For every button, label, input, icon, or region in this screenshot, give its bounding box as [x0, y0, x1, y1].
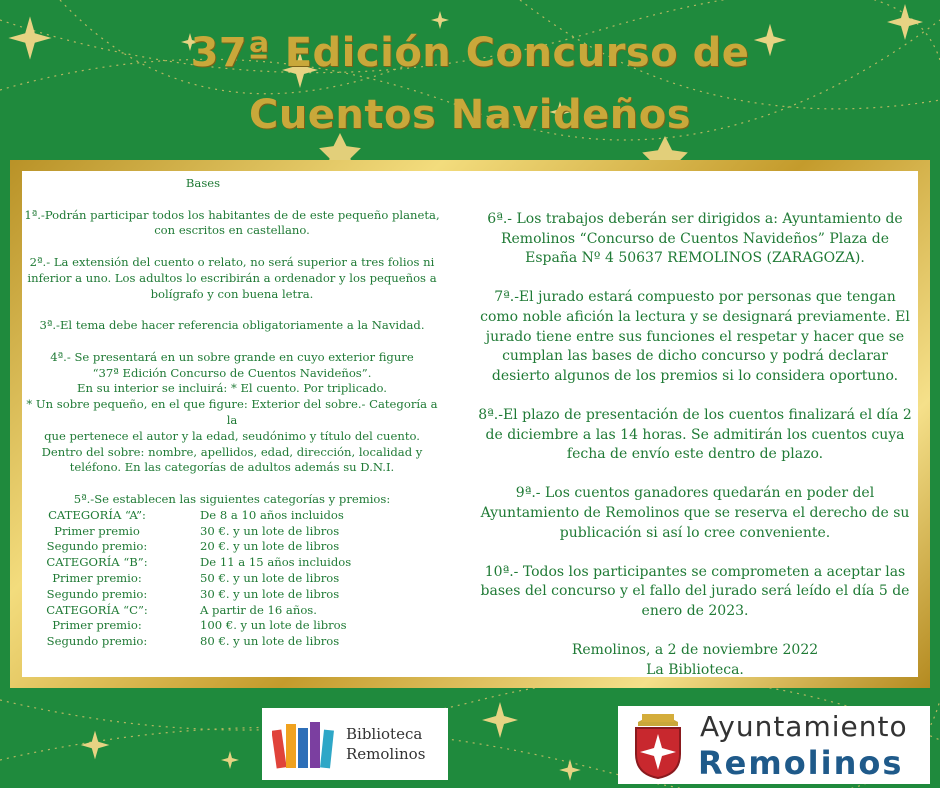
category-label: CATEGORÍA “B”: [46, 555, 148, 570]
biblioteca-logo [262, 708, 448, 780]
signature: Remolinos, a 2 de noviembre 2022 La Biblioteca. [571, 642, 819, 678]
category-value: 80 €. y un lote de libros [200, 634, 340, 649]
category-value: A partir de 16 años. [200, 602, 317, 617]
category-value: 100 €. y un lote de libros [200, 618, 347, 633]
category-value: De 11 a 15 años incluidos [200, 555, 352, 570]
category-label: Segundo premio: [46, 634, 148, 649]
rule-4: 4ª.- Se presentará en un sobre grande en cuyo exterior figure “37ª Edición Concurso de Cuentos Navideños”. En su interior se incluirá: * El cuento. Por triplicado. * Un sobre pequeño, en el que figure: Exterior del sobre.- Categoría a la que pertenece el autor y la edad, seudónimo y título del cuento. Dentro del sobre: nombre, apellidos, edad, dirección, localidad y teléfono. En las categorías de adultos además su D.N.I. [26, 349, 438, 475]
rule-6: 6ª.- Los trabajos deberán ser dirigidos a: Ayuntamiento de Remolinos “Concurso de Cuentos Navideños” Plaza de España Nº 4 50637 REMOLINOS (ZARAGOZA). [487, 211, 903, 267]
category-value: 30 €. y un lote de libros [200, 586, 340, 601]
rule-1: 1ª.-Podrán participar todos los habitantes de de este pequeño planeta, con escritos en castellano. [24, 207, 440, 238]
coat-of-arms-icon [628, 712, 688, 780]
ayuntamiento-logo [618, 706, 930, 784]
title-line-2: Cuentos Navideños [248, 92, 692, 138]
bases-heading: Bases [185, 176, 221, 190]
category-label: Primer premio [54, 523, 140, 538]
category-label: Segundo premio: [46, 539, 148, 554]
title-line-1: 37ª Edición Concurso de [190, 30, 750, 76]
rule-9: 9ª.- Los cuentos ganadores quedarán en poder del Ayuntamiento de Remolinos que se reserva el derecho de su publicación si así lo cree conveniente. [480, 485, 910, 541]
rule-7: 7ª.-El jurado estará compuesto por personas que tengan como noble afición la lectura y se designará previamente. El jurado tiene entre sus funciones el respetar y hacer que se cumplan las bases de dicho concurso y podrá declarar desierto algunos de los premios si lo considera oportuno. [480, 289, 910, 384]
biblioteca-logo-text: Biblioteca Remolinos [346, 725, 426, 763]
categories-table [22, 508, 442, 650]
category-value: 50 €. y un lote de libros [200, 570, 340, 585]
category-label: Segundo premio: [46, 586, 148, 601]
rule-3: 3ª.-El tema debe hacer referencia obligatoriamente a la Navidad. [39, 318, 425, 333]
category-value: 30 €. y un lote de libros [200, 523, 340, 538]
category-value: 20 €. y un lote de libros [200, 539, 340, 554]
right-column [468, 210, 922, 680]
rule-10: 10ª.- Todos los participantes se comprometen a aceptar las bases del concurso y el fallo del jurado será leído el día 5 de enero de 2023. [480, 563, 910, 619]
rule-8: 8ª.-El plazo de presentación de los cuentos finalizará el día 2 de diciembre a las 14 horas. Se admitirán los cuentos cuya fecha de envío este dentro de plazo. [478, 406, 912, 463]
category-value: De 8 a 10 años incluidos [200, 507, 344, 522]
rule-5-intro: 5ª.-Se establecen las siguientes categorías y premios: [73, 491, 391, 506]
books-icon [272, 720, 340, 770]
category-label: CATEGORÍA “A”: [48, 507, 146, 522]
category-label: Primer premio: [52, 618, 142, 633]
left-column [22, 176, 442, 650]
rule-2: 2ª.- La extensión del cuento o relato, no será superior a tres folios ni inferior a uno. Los adultos lo escribirán a ordenador y los pequeños a bolígrafo y con buena letra. [27, 254, 437, 301]
category-label: Primer premio: [52, 570, 142, 585]
ayuntamiento-logo-bottom: Remolinos [698, 744, 904, 782]
category-label: CATEGORÍA “C”: [46, 602, 148, 617]
ayuntamiento-logo-top: Ayuntamiento [700, 710, 908, 743]
